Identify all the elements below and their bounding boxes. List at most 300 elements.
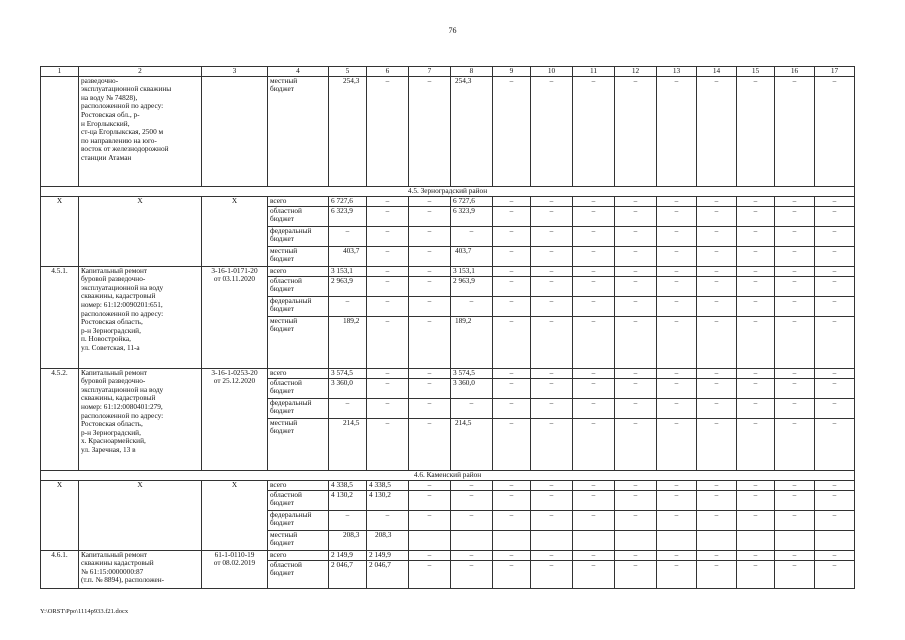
dash-cell: – (493, 266, 531, 276)
dash-cell: – (737, 560, 775, 588)
dash-cell: – (367, 276, 409, 296)
funding-source-total: всего (268, 550, 329, 560)
dash-cell: – (409, 276, 451, 296)
dash-cell: – (697, 560, 737, 588)
dash-cell: – (573, 76, 615, 186)
dash-cell: – (657, 296, 697, 316)
dash-cell: – (409, 196, 451, 206)
item-461-total-row (41, 550, 855, 560)
dash-cell: – (775, 480, 815, 490)
dash-cell: – (531, 510, 573, 530)
dash-cell: – (697, 480, 737, 490)
dash-cell: – (737, 418, 775, 470)
column-number-15: 15 (737, 67, 775, 77)
dash-cell: – (329, 510, 367, 530)
dash-cell: – (329, 226, 367, 246)
dash-cell: – (531, 550, 573, 560)
dash-cell: – (657, 76, 697, 186)
item-description: Капитальный ремонт буровой разведочно- эксплуатационной на воду скважины, кадастровый номер: 61:12:0080401:279, расположенной по адресу: Ростовская область, р-н Зерноградский, х. Красноармейский, ул. Заречная, 13 в (79, 368, 202, 470)
section-header-kamensk (41, 470, 855, 480)
dash-cell: – (493, 76, 531, 186)
continuation-row (41, 76, 855, 186)
empty-cell (41, 76, 79, 186)
funding-source-total: всего (268, 196, 329, 206)
dash-cell: – (367, 296, 409, 316)
dash-cell: – (531, 316, 573, 368)
col5-value: 403,7 (329, 246, 367, 266)
dash-cell: – (697, 296, 737, 316)
dash-cell: – (573, 296, 615, 316)
dash-cell: – (367, 226, 409, 246)
col5-value: 6 323,9 (329, 206, 367, 226)
dash-cell: – (815, 316, 855, 368)
dash-cell: – (775, 368, 815, 378)
section-title: 4.5. Зерноградский район (41, 186, 855, 196)
dash-cell: – (697, 76, 737, 186)
header-row (41, 67, 855, 77)
funding-source-federal: федеральный бюджет (268, 398, 329, 418)
column-number-2: 2 (79, 67, 202, 77)
column-number-8: 8 (451, 67, 493, 77)
col5-value: 189,2 (329, 316, 367, 368)
dash-cell: – (531, 266, 573, 276)
dash-cell: – (775, 276, 815, 296)
funding-source-federal: федеральный бюджет (268, 510, 329, 530)
dash-cell: – (531, 490, 573, 510)
x-mark: Х (79, 196, 202, 266)
dash-cell: – (775, 206, 815, 226)
column-number-4: 4 (268, 67, 329, 77)
dash-cell: – (531, 560, 573, 588)
column-number-11: 11 (573, 67, 615, 77)
section-header-zernograd (41, 186, 855, 196)
dash-cell: – (657, 246, 697, 266)
funding-source-regional: областной бюджет (268, 490, 329, 510)
funding-source-regional: областной бюджет (268, 560, 329, 588)
item-451-total-row (41, 266, 855, 276)
dash-cell: – (573, 196, 615, 206)
dash-cell: – (815, 296, 855, 316)
col5-value: 2 149,9 (329, 550, 367, 560)
dash-cell: – (493, 550, 531, 560)
dash-cell: – (815, 266, 855, 276)
dash-cell: – (493, 368, 531, 378)
zernograd-total-total-row (41, 196, 855, 206)
col5-value: 214,5 (329, 418, 367, 470)
dash-cell: – (367, 418, 409, 470)
dash-cell: – (615, 510, 657, 530)
empty-cell (697, 530, 737, 550)
item-number: 4.5.2. (41, 368, 79, 470)
page-number: 76 (448, 26, 457, 35)
dash-cell: – (493, 378, 531, 398)
dash-cell: – (409, 490, 451, 510)
col8-value: 214,5 (451, 418, 493, 470)
dash-cell: – (737, 510, 775, 530)
dash-cell: – (697, 490, 737, 510)
dash-cell: – (697, 368, 737, 378)
dash-cell: – (615, 550, 657, 560)
column-number-9: 9 (493, 67, 531, 77)
dash-cell: – (615, 316, 657, 368)
dash-cell: – (697, 226, 737, 246)
dash-cell: – (573, 378, 615, 398)
item-description: разведочно- эксплуатационной скважины на воду № 74828), расположенной по адресу: Ростовская обл., р- н Егорлыкский, ст-ца Егорлыкская, 2500 м по направлению на юго- восток от железнодорожной станции Атаман (79, 76, 202, 186)
dash-cell: – (657, 276, 697, 296)
x-mark: Х (202, 480, 268, 550)
dash-cell: – (451, 560, 493, 588)
dash-cell: – (409, 378, 451, 398)
dash-cell: – (697, 266, 737, 276)
dash-cell: – (815, 510, 855, 530)
dash-cell: – (657, 398, 697, 418)
empty-cell (409, 530, 451, 550)
dash-cell: – (657, 418, 697, 470)
dash-cell: – (409, 266, 451, 276)
dash-cell: – (493, 490, 531, 510)
dash-cell: – (815, 196, 855, 206)
dash-cell: – (697, 510, 737, 530)
x-mark: Х (41, 196, 79, 266)
dash-cell: – (615, 196, 657, 206)
col5-value: 254,3 (329, 76, 367, 186)
dash-cell: – (737, 76, 775, 186)
dash-cell: – (451, 398, 493, 418)
dash-cell: – (531, 398, 573, 418)
col5-value: 6 727,6 (329, 196, 367, 206)
dash-cell: – (815, 76, 855, 186)
x-mark: Х (41, 480, 79, 550)
col5-value: 3 153,1 (329, 266, 367, 276)
dash-cell: – (573, 266, 615, 276)
col5-value: 3 360,0 (329, 378, 367, 398)
dash-cell: – (775, 378, 815, 398)
dash-cell: – (409, 560, 451, 588)
col8-value: 6 323,9 (451, 206, 493, 226)
dash-cell: – (775, 316, 815, 368)
dash-cell: – (367, 206, 409, 226)
col6-value: 2 149,9 (367, 550, 409, 560)
dash-cell: – (451, 226, 493, 246)
dash-cell: – (697, 206, 737, 226)
column-number-1: 1 (41, 67, 79, 77)
dash-cell: – (493, 510, 531, 530)
col8-value: 3 153,1 (451, 266, 493, 276)
item-description: Капитальный ремонт буровой разведочно- эксплуатационной на воду скважины, кадастровый номер: 61:12:0090201:651, расположенной по адресу: Ростовская область, р-н Зерноградский, п. Новостройка, ул. Советская, 11-а (79, 266, 202, 368)
col8-value: 254,3 (451, 76, 493, 186)
dash-cell: – (573, 490, 615, 510)
funding-source-local: местный бюджет (268, 246, 329, 266)
dash-cell: – (737, 550, 775, 560)
dash-cell: – (493, 276, 531, 296)
dash-cell: – (573, 368, 615, 378)
budget-table (40, 66, 855, 589)
dash-cell: – (657, 266, 697, 276)
column-number-7: 7 (409, 67, 451, 77)
col5-value: 4 338,5 (329, 480, 367, 490)
col8-value: 189,2 (451, 316, 493, 368)
dash-cell: – (815, 378, 855, 398)
dash-cell: – (737, 480, 775, 490)
dash-cell: – (573, 418, 615, 470)
dash-cell: – (329, 398, 367, 418)
dash-cell: – (409, 368, 451, 378)
dash-cell: – (493, 398, 531, 418)
dash-cell: – (493, 316, 531, 368)
dash-cell: – (815, 560, 855, 588)
column-number-14: 14 (697, 67, 737, 77)
dash-cell: – (531, 276, 573, 296)
dash-cell: – (657, 206, 697, 226)
dash-cell: – (657, 490, 697, 510)
funding-source-federal: федеральный бюджет (268, 296, 329, 316)
dash-cell: – (367, 266, 409, 276)
col8-value: 6 727,6 (451, 196, 493, 206)
funding-source-local: местный бюджет (268, 530, 329, 550)
empty-cell (202, 76, 268, 186)
dash-cell: – (367, 76, 409, 186)
dash-cell: – (367, 510, 409, 530)
dash-cell: – (367, 368, 409, 378)
column-number-13: 13 (657, 67, 697, 77)
dash-cell: – (737, 226, 775, 246)
dash-cell: – (409, 418, 451, 470)
dash-cell: – (409, 226, 451, 246)
dash-cell: – (815, 480, 855, 490)
dash-cell: – (737, 296, 775, 316)
dash-cell: – (697, 316, 737, 368)
col5-value: 4 130,2 (329, 490, 367, 510)
dash-cell: – (657, 510, 697, 530)
funding-source-total: всего (268, 266, 329, 276)
dash-cell: – (615, 398, 657, 418)
funding-source: местный бюджет (268, 76, 329, 186)
dash-cell: – (657, 226, 697, 246)
col8-value: 3 360,0 (451, 378, 493, 398)
dash-cell: – (775, 226, 815, 246)
dash-cell: – (451, 550, 493, 560)
col5-value: 2 046,7 (329, 560, 367, 588)
dash-cell: – (775, 246, 815, 266)
empty-cell (493, 530, 531, 550)
col5-value: 2 963,9 (329, 276, 367, 296)
col5-value: 208,3 (329, 530, 367, 550)
col6-value: 208,3 (367, 530, 409, 550)
x-mark: Х (79, 480, 202, 550)
dash-cell: – (615, 418, 657, 470)
dash-cell: – (573, 246, 615, 266)
col5-value: 3 574,5 (329, 368, 367, 378)
dash-cell: – (737, 490, 775, 510)
dash-cell: – (367, 378, 409, 398)
empty-cell (531, 530, 573, 550)
section-title: 4.6. Каменский район (41, 470, 855, 480)
file-path-footer: Y:\ORST\Ppo\1114p933.f21.docx (40, 608, 129, 615)
dash-cell: – (531, 246, 573, 266)
dash-cell: – (815, 490, 855, 510)
dash-cell: – (737, 316, 775, 368)
dash-cell: – (367, 316, 409, 368)
dash-cell: – (451, 480, 493, 490)
dash-cell: – (615, 296, 657, 316)
dash-cell: – (737, 266, 775, 276)
dash-cell: – (367, 246, 409, 266)
dash-cell: – (409, 480, 451, 490)
dash-cell: – (615, 368, 657, 378)
dash-cell: – (493, 246, 531, 266)
dash-cell: – (573, 510, 615, 530)
empty-cell (815, 530, 855, 550)
column-number-12: 12 (615, 67, 657, 77)
column-number-10: 10 (531, 67, 573, 77)
dash-cell: – (737, 276, 775, 296)
dash-cell: – (451, 296, 493, 316)
dash-cell: – (615, 246, 657, 266)
dash-cell: – (697, 550, 737, 560)
dash-cell: – (573, 206, 615, 226)
dash-cell: – (775, 418, 815, 470)
dash-cell: – (737, 206, 775, 226)
dash-cell: – (815, 276, 855, 296)
dash-cell: – (615, 480, 657, 490)
column-number-17: 17 (815, 67, 855, 77)
funding-source-regional: областной бюджет (268, 378, 329, 398)
dash-cell: – (615, 276, 657, 296)
dash-cell: – (657, 560, 697, 588)
x-mark: Х (202, 196, 268, 266)
dash-cell: – (573, 550, 615, 560)
dash-cell: – (737, 398, 775, 418)
dash-cell: – (531, 418, 573, 470)
dash-cell: – (409, 398, 451, 418)
dash-cell: – (493, 206, 531, 226)
column-number-6: 6 (367, 67, 409, 77)
col6-value: 4 130,2 (367, 490, 409, 510)
dash-cell: – (775, 266, 815, 276)
dash-cell: – (615, 206, 657, 226)
dash-cell: – (493, 560, 531, 588)
dash-cell: – (367, 196, 409, 206)
dash-cell: – (815, 226, 855, 246)
dash-cell: – (815, 418, 855, 470)
dash-cell: – (531, 76, 573, 186)
dash-cell: – (329, 296, 367, 316)
dash-cell: – (775, 550, 815, 560)
document-reference: 3-16-1-0171-20 от 03.11.2020 (202, 266, 268, 368)
empty-cell (573, 530, 615, 550)
dash-cell: – (493, 296, 531, 316)
dash-cell: – (531, 206, 573, 226)
dash-cell: – (615, 378, 657, 398)
dash-cell: – (409, 206, 451, 226)
dash-cell: – (493, 226, 531, 246)
dash-cell: – (775, 398, 815, 418)
dash-cell: – (409, 510, 451, 530)
dash-cell: – (657, 550, 697, 560)
dash-cell: – (615, 226, 657, 246)
col8-value: 2 963,9 (451, 276, 493, 296)
empty-cell (657, 530, 697, 550)
dash-cell: – (697, 276, 737, 296)
funding-source-total: всего (268, 368, 329, 378)
empty-cell (615, 530, 657, 550)
dash-cell: – (531, 226, 573, 246)
dash-cell: – (573, 480, 615, 490)
dash-cell: – (531, 368, 573, 378)
dash-cell: – (697, 378, 737, 398)
column-number-3: 3 (202, 67, 268, 77)
document-reference: 3-16-1-0253-20 от 25.12.2020 (202, 368, 268, 470)
dash-cell: – (775, 76, 815, 186)
dash-cell: – (737, 368, 775, 378)
funding-source-local: местный бюджет (268, 418, 329, 470)
dash-cell: – (493, 418, 531, 470)
dash-cell: – (775, 560, 815, 588)
funding-source-total: всего (268, 480, 329, 490)
dash-cell: – (815, 246, 855, 266)
dash-cell: – (615, 560, 657, 588)
funding-source-local: местный бюджет (268, 316, 329, 368)
funding-source-federal: федеральный бюджет (268, 226, 329, 246)
col6-value: 2 046,7 (367, 560, 409, 588)
kamensk-total-total-row (41, 480, 855, 490)
empty-cell (451, 530, 493, 550)
dash-cell: – (573, 560, 615, 588)
dash-cell: – (493, 196, 531, 206)
dash-cell: – (657, 378, 697, 398)
dash-cell: – (775, 490, 815, 510)
dash-cell: – (531, 480, 573, 490)
dash-cell: – (573, 398, 615, 418)
dash-cell: – (531, 296, 573, 316)
dash-cell: – (775, 510, 815, 530)
dash-cell: – (657, 368, 697, 378)
item-number: 4.5.1. (41, 266, 79, 368)
dash-cell: – (815, 206, 855, 226)
dash-cell: – (409, 246, 451, 266)
dash-cell: – (815, 550, 855, 560)
column-number-5: 5 (329, 67, 367, 77)
dash-cell: – (697, 418, 737, 470)
dash-cell: – (657, 316, 697, 368)
item-452-total-row (41, 368, 855, 378)
dash-cell: – (409, 296, 451, 316)
dash-cell: – (573, 226, 615, 246)
empty-cell (775, 530, 815, 550)
dash-cell: – (531, 196, 573, 206)
dash-cell: – (775, 296, 815, 316)
column-number-16: 16 (775, 67, 815, 77)
dash-cell: – (615, 490, 657, 510)
dash-cell: – (409, 76, 451, 186)
dash-cell: – (573, 316, 615, 368)
dash-cell: – (657, 196, 697, 206)
dash-cell: – (409, 550, 451, 560)
dash-cell: – (409, 316, 451, 368)
funding-source-regional: областной бюджет (268, 206, 329, 226)
col8-value: 3 574,5 (451, 368, 493, 378)
dash-cell: – (697, 398, 737, 418)
dash-cell: – (493, 480, 531, 490)
col8-value: 403,7 (451, 246, 493, 266)
dash-cell: – (775, 196, 815, 206)
dash-cell: – (451, 510, 493, 530)
funding-source-regional: областной бюджет (268, 276, 329, 296)
dash-cell: – (573, 276, 615, 296)
dash-cell: – (451, 490, 493, 510)
dash-cell: – (737, 246, 775, 266)
col6-value: 4 338,5 (367, 480, 409, 490)
